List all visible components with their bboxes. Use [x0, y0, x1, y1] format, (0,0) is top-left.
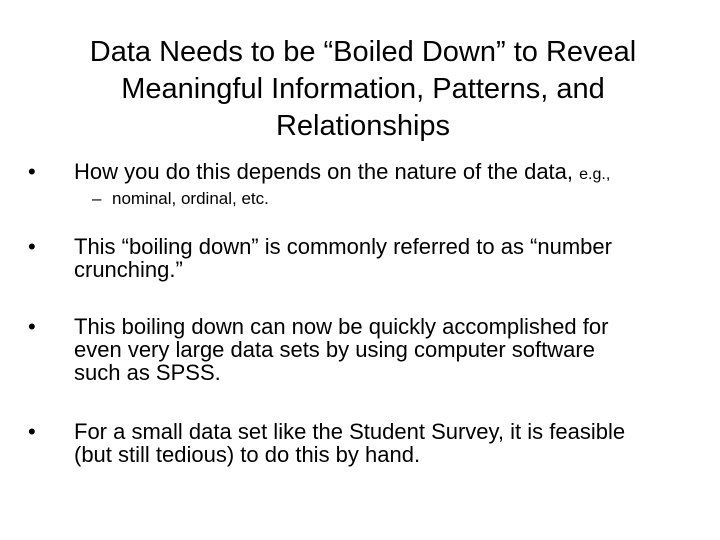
bullet-line-wrap	[74, 160, 696, 186]
bullet-suffix: e.g.,	[579, 166, 611, 183]
bullet-item	[28, 420, 696, 466]
sub-bullet-text: nominal, ordinal, etc.	[112, 189, 269, 208]
slide-title	[20, 34, 706, 145]
bullet-marker: •	[28, 314, 36, 339]
bullet-line: even very large data sets by using computer software	[74, 337, 595, 362]
bullet-line: such as SPSS.	[74, 360, 221, 385]
bullet-line: This “boiling down” is commonly referred to as “number	[74, 234, 612, 259]
bullet-marker: •	[28, 159, 36, 184]
sub-bullet	[92, 189, 269, 209]
bullet-text	[74, 420, 696, 466]
bullet-text	[74, 235, 696, 281]
bullet-item	[28, 160, 696, 186]
title-line: Data Needs to be “Boiled Down” to Reveal	[89, 36, 637, 68]
bullet-item	[28, 235, 696, 281]
bullet-line: For a small data set like the Student Survey, it is feasible	[74, 419, 626, 444]
bullet-item	[28, 315, 696, 384]
bullet-line: How you do this depends on the nature of the data,	[74, 159, 574, 184]
bullet-line: (but still tedious) to do this by hand.	[74, 442, 421, 467]
bullet-text	[74, 315, 696, 384]
bullet-marker: •	[28, 419, 36, 444]
title-line: Meaningful Information, Patterns, and	[121, 73, 605, 105]
bullet-text	[74, 160, 696, 186]
bullet-line: crunching.”	[74, 257, 183, 282]
bullet-marker: •	[28, 234, 36, 259]
title-line: Relationships	[275, 110, 451, 142]
bullet-line: This boiling down can now be quickly accomplished for	[74, 314, 609, 339]
sub-bullet-marker: –	[92, 189, 102, 208]
